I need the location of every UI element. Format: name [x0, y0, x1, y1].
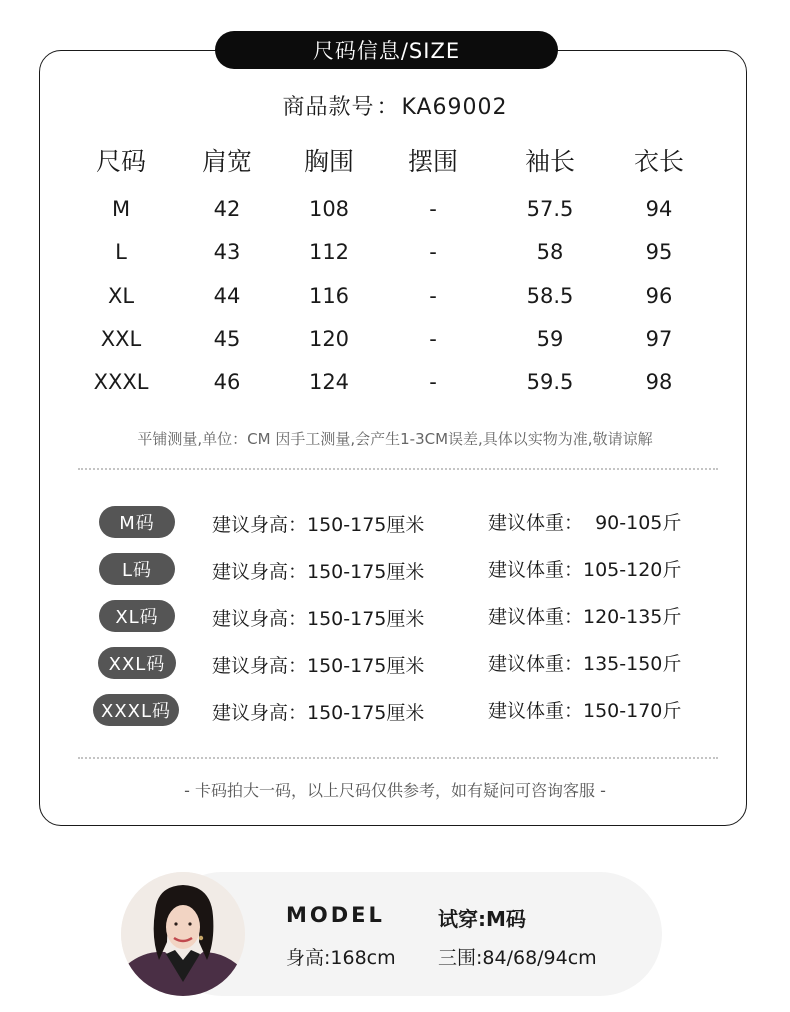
size-badge: XXL码: [98, 647, 176, 679]
footer-note: - 卡码拍大一码，以上尺码仅供参考，如有疑问可咨询客服 -: [184, 781, 606, 800]
table-header: 尺码: [95, 147, 146, 176]
table-cell: 45: [213, 327, 241, 351]
table-header: 衣长: [633, 147, 684, 176]
model-height: 身高:168cm: [286, 947, 396, 969]
table-cell: -: [429, 370, 437, 394]
recommended-height: 建议身高：150-175厘米: [212, 608, 425, 630]
size-badge: XL码: [99, 600, 175, 632]
recommended-weight: 建议体重：150-170斤: [488, 700, 682, 722]
table-cell: 124: [308, 370, 350, 394]
model-label: MODEL: [286, 903, 385, 927]
recommendation-row: [0, 598, 790, 634]
size-badge: M码: [99, 506, 175, 538]
table-cell: 95: [645, 240, 673, 264]
table-header: 摆围: [407, 147, 458, 176]
table-cell: 43: [213, 240, 241, 264]
recommendation-row: [0, 692, 790, 728]
divider-top: [78, 468, 718, 470]
size-info-title: 尺码信息/SIZE: [215, 31, 558, 69]
measurement-note: 平铺测量,单位：CM 因手工测量,会产生1-3CM误差,具体以实物为准,敬请谅解: [137, 430, 653, 448]
table-cell: L: [115, 240, 127, 264]
product-sku: [0, 90, 790, 121]
recommended-height: 建议身高：150-175厘米: [212, 514, 425, 536]
size-badge: L码: [99, 553, 175, 585]
table-cell: 46: [213, 370, 241, 394]
table-cell: -: [429, 197, 437, 221]
table-header: 肩宽: [201, 147, 252, 176]
recommended-height: 建议身高：150-175厘米: [212, 655, 425, 677]
recommended-weight: 建议体重：105-120斤: [488, 559, 682, 581]
size-badge: XXXL码: [93, 694, 179, 726]
table-cell: 96: [645, 284, 673, 308]
sku-colon: ：: [376, 95, 400, 120]
model-try-on-size: 试穿:M码: [438, 907, 526, 931]
table-cell: 58: [536, 240, 564, 264]
recommended-weight: 建议体重：120-135斤: [488, 606, 682, 628]
table-cell: XXXL: [93, 370, 149, 394]
divider-bottom: [78, 757, 718, 759]
table-cell: 59.5: [526, 370, 574, 394]
model-photo: [121, 872, 245, 996]
table-cell: 42: [213, 197, 241, 221]
table-cell: M: [111, 197, 131, 221]
table-cell: 120: [308, 327, 350, 351]
recommended-weight: 建议体重：135-150斤: [488, 653, 682, 675]
table-cell: 98: [645, 370, 673, 394]
table-cell: 94: [645, 197, 673, 221]
recommendation-row: [0, 551, 790, 587]
recommendation-row: [0, 504, 790, 540]
table-cell: 57.5: [526, 197, 574, 221]
table-cell: 59: [536, 327, 564, 351]
table-cell: 108: [308, 197, 350, 221]
recommended-height: 建议身高：150-175厘米: [212, 702, 425, 724]
recommended-weight: 建议体重： 90-105斤: [488, 512, 682, 534]
table-cell: 116: [308, 284, 350, 308]
table-cell: 97: [645, 327, 673, 351]
table-cell: 58.5: [526, 284, 574, 308]
model-measurements: 三围:84/68/94cm: [438, 947, 597, 969]
recommended-height: 建议身高：150-175厘米: [212, 561, 425, 583]
sku-value: KA69002: [401, 95, 508, 120]
sku-label: 商品款号: [282, 95, 375, 120]
table-cell: XXL: [100, 327, 142, 351]
table-cell: -: [429, 284, 437, 308]
table-cell: 44: [213, 284, 241, 308]
table-header: 胸围: [303, 147, 354, 176]
table-cell: XL: [107, 284, 135, 308]
recommendation-row: [0, 645, 790, 681]
table-cell: -: [429, 240, 437, 264]
table-header: 袖长: [524, 147, 575, 176]
table-cell: -: [429, 327, 437, 351]
table-cell: 112: [308, 240, 350, 264]
